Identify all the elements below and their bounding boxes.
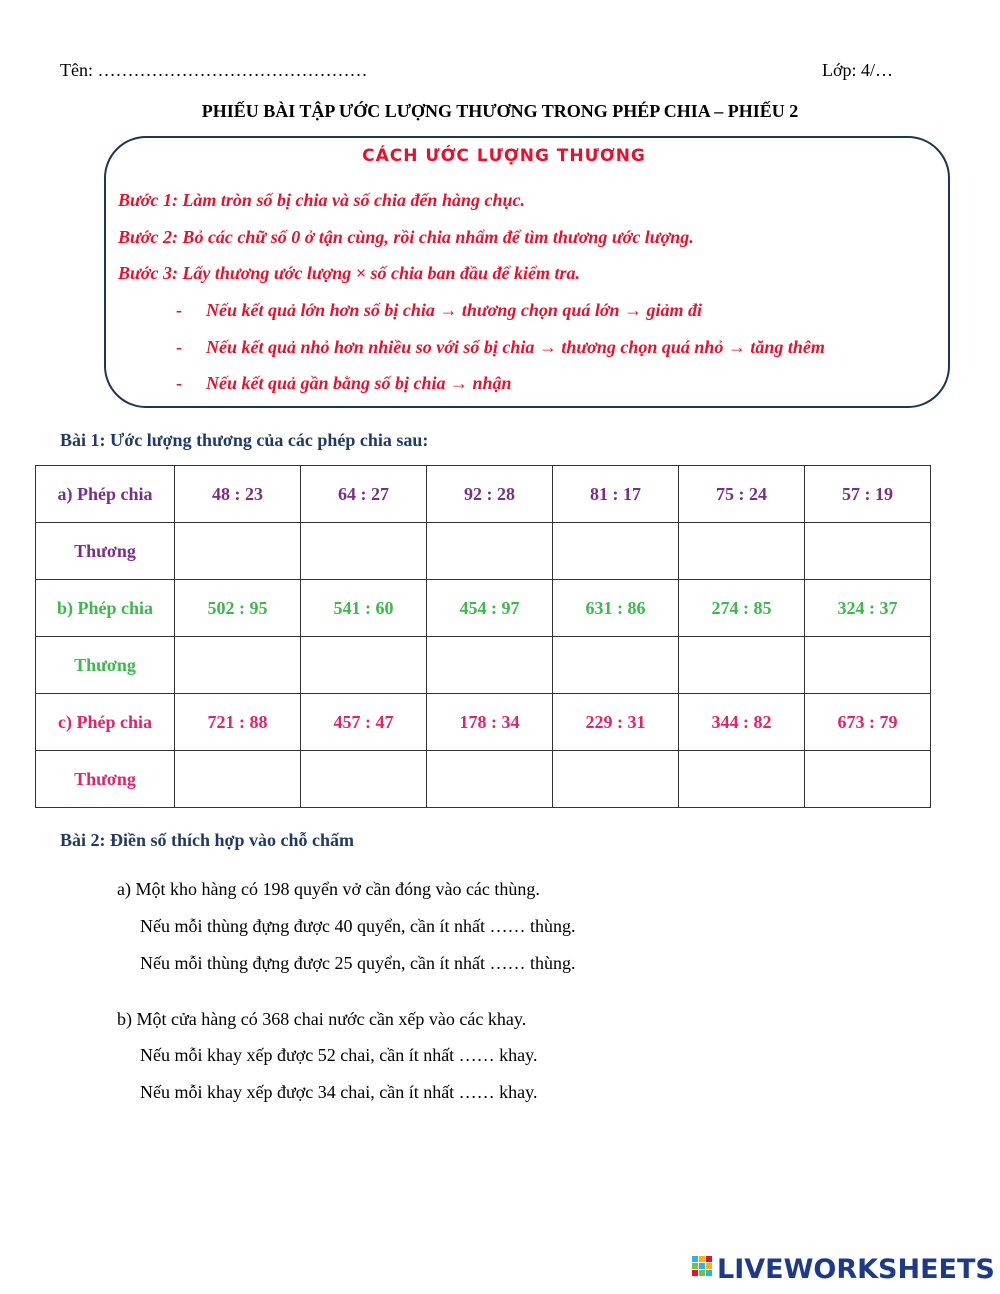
problem-b-intro: b) Một cửa hàng có 368 chai nước cần xếp vào các khay.: [117, 1009, 527, 1029]
answer-cell[interactable]: [427, 751, 553, 808]
problem-a-line-1[interactable]: Nếu mỗi thùng đựng được 40 quyển, cần ít nhất …… thùng.: [140, 916, 576, 936]
answer-cell[interactable]: [553, 751, 679, 808]
division-cell: 75 : 24: [679, 466, 805, 523]
class-line: Lớp: 4/…: [822, 60, 894, 80]
division-cell: 229 : 31: [553, 694, 679, 751]
answer-cell[interactable]: [679, 751, 805, 808]
division-cell: 178 : 34: [427, 694, 553, 751]
division-cell: 92 : 28: [427, 466, 553, 523]
method-box-title: CÁCH ƯỚC LƯỢNG THƯƠNG: [362, 146, 646, 166]
problem-b-line-1[interactable]: Nếu mỗi khay xếp được 52 chai, cần ít nhất …… khay.: [140, 1045, 538, 1065]
division-cell: 274 : 85: [679, 580, 805, 637]
problem-a-line-2[interactable]: Nếu mỗi thùng đựng được 25 quyển, cần ít nhất …… thùng.: [140, 953, 576, 973]
logo-text: LIVEWORKSHEETS: [717, 1254, 995, 1285]
row-label: a) Phép chia: [36, 466, 175, 523]
division-cell: 324 : 37: [805, 580, 931, 637]
answer-cell[interactable]: [301, 751, 427, 808]
answer-cell[interactable]: [679, 637, 805, 694]
division-cell: 721 : 88: [175, 694, 301, 751]
division-cell: 502 : 95: [175, 580, 301, 637]
substep-text: Nếu kết quả lớn hơn số bị chia → thương chọn quá lớn → giảm đi: [206, 300, 703, 320]
bai2-heading: Bài 2: Điền số thích hợp vào chỗ chấm: [60, 830, 354, 850]
division-cell: 64 : 27: [301, 466, 427, 523]
answer-cell[interactable]: [175, 751, 301, 808]
division-cell: 454 : 97: [427, 580, 553, 637]
bullet-dash: -: [176, 337, 182, 357]
problem-a-intro: a) Một kho hàng có 198 quyển vở cần đóng vào các thùng.: [117, 879, 540, 899]
answer-cell[interactable]: [805, 637, 931, 694]
answer-cell[interactable]: [553, 637, 679, 694]
method-step-1: Bước 1: Làm tròn số bị chia và số chia đến hàng chục.: [118, 190, 525, 210]
division-cell: 457 : 47: [301, 694, 427, 751]
row-label: c) Phép chia: [36, 694, 175, 751]
table-row-b-quotient: [36, 637, 931, 694]
bullet-dash: -: [176, 300, 182, 320]
method-substep-3: [176, 373, 512, 394]
substep-text: Nếu kết quả gần bằng số bị chia → nhận: [206, 373, 512, 393]
answer-cell[interactable]: [805, 751, 931, 808]
answer-cell[interactable]: [175, 637, 301, 694]
liveworksheets-logo: [692, 1254, 995, 1287]
method-step-2: Bước 2: Bỏ các chữ số 0 ở tận cùng, rồi chia nhẩm để tìm thương ước lượng.: [118, 227, 694, 247]
method-step-3: Bước 3: Lấy thương ước lượng × số chia ban đầu để kiểm tra.: [118, 263, 581, 283]
division-cell: 541 : 60: [301, 580, 427, 637]
method-substep-1: [176, 300, 702, 321]
table-row-b-division: [36, 580, 931, 637]
table-row-c-quotient: [36, 751, 931, 808]
division-cell: 57 : 19: [805, 466, 931, 523]
table-row-a-quotient: [36, 523, 931, 580]
answer-cell[interactable]: [679, 523, 805, 580]
substep-text: Nếu kết quả nhỏ hơn nhiều so với số bị chia → thương chọn quá nhỏ → tăng thêm: [206, 337, 825, 357]
table-row-a-division: [36, 466, 931, 523]
division-cell: 631 : 86: [553, 580, 679, 637]
student-name-line: Tên: ………………………………………: [60, 60, 368, 80]
problem-b-line-2[interactable]: Nếu mỗi khay xếp được 34 chai, cần ít nhất …… khay.: [140, 1082, 538, 1102]
answer-cell[interactable]: [301, 637, 427, 694]
answer-cell[interactable]: [301, 523, 427, 580]
division-cell: 344 : 82: [679, 694, 805, 751]
worksheet-title: PHIẾU BÀI TẬP ƯỚC LƯỢNG THƯƠNG TRONG PHÉP CHIA – PHIẾU 2: [201, 101, 799, 121]
answer-cell[interactable]: [427, 523, 553, 580]
row-label: b) Phép chia: [36, 580, 175, 637]
quotient-label: Thương: [36, 523, 175, 580]
quotient-label: Thương: [36, 637, 175, 694]
liveworksheets-logo-icon: [692, 1256, 714, 1287]
bai1-heading: Bài 1: Ước lượng thương của các phép chia sau:: [60, 430, 429, 450]
quotient-label: Thương: [36, 751, 175, 808]
bai1-table: [35, 465, 931, 808]
answer-cell[interactable]: [553, 523, 679, 580]
bullet-dash: -: [176, 373, 182, 393]
division-cell: 48 : 23: [175, 466, 301, 523]
answer-cell[interactable]: [805, 523, 931, 580]
division-cell: 81 : 17: [553, 466, 679, 523]
table-row-c-division: [36, 694, 931, 751]
division-cell: 673 : 79: [805, 694, 931, 751]
answer-cell[interactable]: [427, 637, 553, 694]
method-substep-2: [176, 337, 825, 358]
answer-cell[interactable]: [175, 523, 301, 580]
